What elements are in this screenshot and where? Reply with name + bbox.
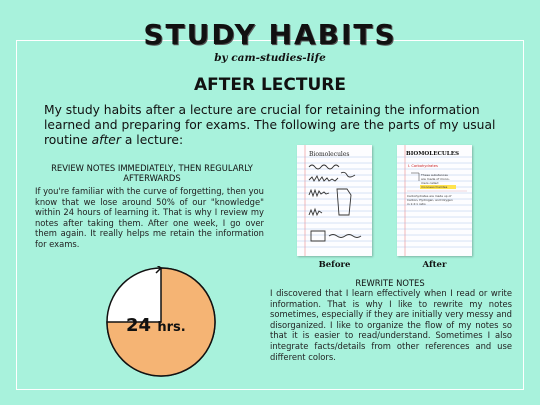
- clock-label: [126, 315, 186, 336]
- intro-text-start: My study habits after a lecture are crucial for retaining the information learned and preparing for exams. The following are the parts of my usual routine: [44, 103, 496, 147]
- before-caption: Before: [318, 260, 351, 270]
- after-notes-drawing: [397, 145, 472, 256]
- after-line-g: in 1:2:1 ratio: [407, 202, 426, 206]
- after-line-b: are made of mono-: [421, 177, 450, 181]
- before-notes-drawing: [297, 145, 372, 256]
- after-heading: BIOMOLECULES: [406, 151, 460, 157]
- before-notes-image: [297, 145, 372, 256]
- clock-unit: hrs.: [157, 320, 186, 335]
- rewrite-notes-body: I discovered that I learn effectively when I read or write information. That is why I like to rewrite my notes sometimes, especially if they are initially very messy and disorganized. I like to organize the flow of my notes so that it is easier to read/understand. Sometimes I also integrate facts/details from other references and use different colors.: [270, 288, 512, 362]
- after-line-a: These substances: [421, 173, 448, 177]
- byline: by cam-studies-life: [214, 52, 326, 64]
- after-notes-image: [397, 145, 472, 256]
- after-caption: After: [422, 260, 447, 270]
- intro-emphasis: after: [91, 133, 121, 147]
- after-line-e: Carbohydrates are made up of: [407, 194, 452, 198]
- page-title: STUDY HABITS: [143, 18, 397, 51]
- before-heading: Biomolecules: [309, 151, 350, 158]
- after-line-d: monosaccharides: [421, 185, 448, 190]
- after-line-c: mers called: [421, 181, 439, 185]
- after-line-f: Carbon, Hydrogen, and Oxygen: [407, 198, 453, 202]
- review-notes-body: If you're familiar with the curve of forgetting, then you know that we lose around 50% of our "knowledge" within 24 hours of learning it. That is why I review my notes after taking them. After one week, I go over them again. It really helps me retain the information for exams.: [35, 186, 264, 249]
- clock-value: 24: [126, 315, 152, 336]
- intro-text-end: a lecture:: [120, 133, 184, 147]
- rewrite-notes-title: REWRITE NOTES: [355, 278, 425, 288]
- after-item1: I. Carbohydrates: [408, 164, 438, 168]
- review-notes-title: REVIEW NOTES IMMEDIATELY, THEN REGULARLY AFTERWARDS: [51, 163, 253, 183]
- intro-paragraph: [44, 103, 514, 148]
- section-heading: AFTER LECTURE: [193, 75, 346, 95]
